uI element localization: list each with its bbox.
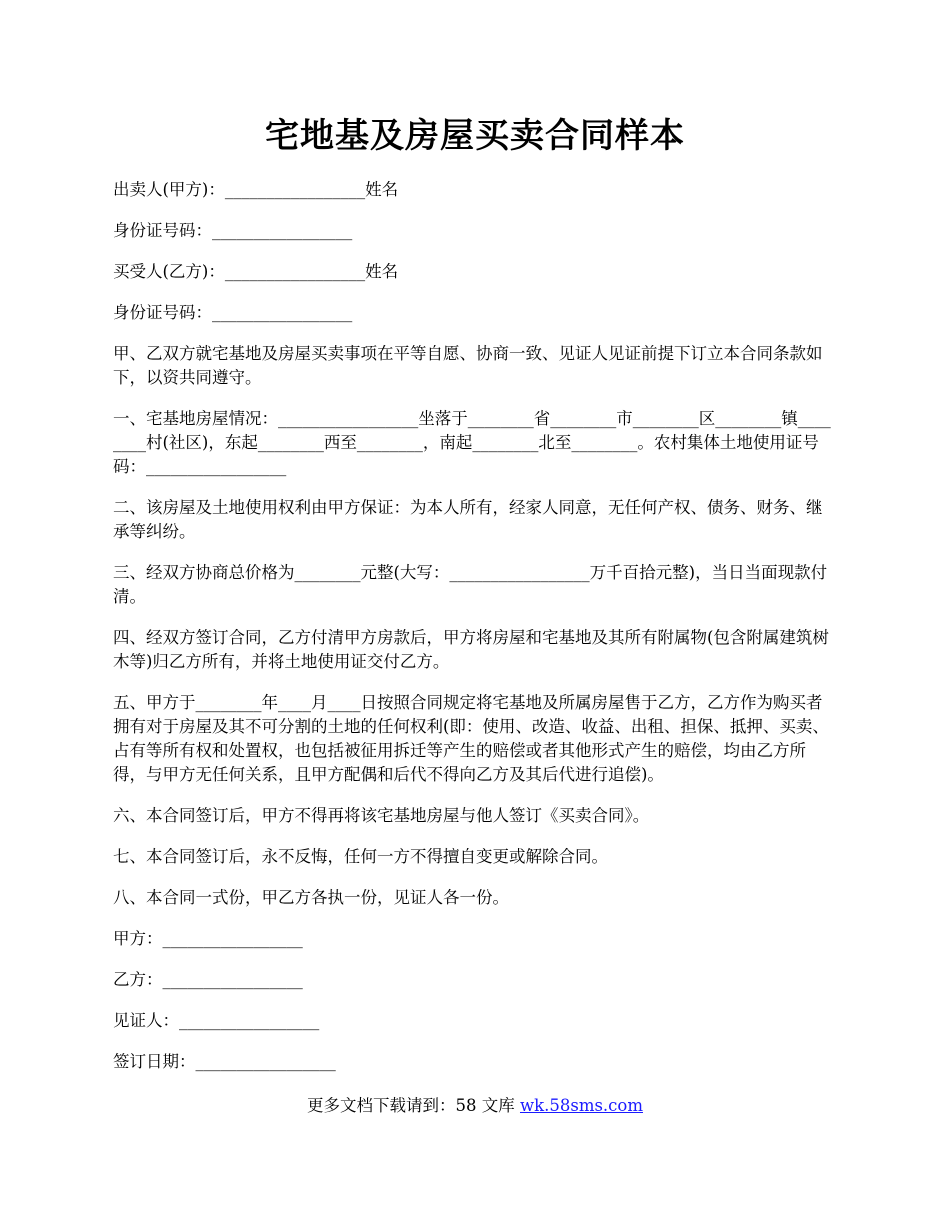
- clause-1: 一、宅基地房屋情况：_________________坐落于________省________市________区________镇________村(社区)，东起________西至________，南起________北至________。农村集体土地使用证号码：_________________: [113, 409, 831, 476]
- document-title: 宅地基及房屋买卖合同样本: [265, 116, 685, 156]
- clause-4: 四、经双方签订合同，乙方付清甲方房款后，甲方将房屋和宅基地及其所有附属物(包含附属建筑树木等)归乙方所有，并将土地使用证交付乙方。: [113, 628, 829, 671]
- footer-text: 更多文档下载请到：58 文库: [306, 1096, 520, 1115]
- witness-signature-line: 见证人：_________________: [113, 1011, 320, 1030]
- seller-id-line: 身份证号码：_________________: [113, 221, 353, 240]
- signing-date-line: 签订日期：_________________: [113, 1052, 336, 1071]
- clause-7: 七、本合同签订后，永不反悔，任何一方不得擅自变更或解除合同。: [113, 847, 608, 866]
- clause-2: 二、该房屋及土地使用权利由甲方保证：为本人所有，经家人同意，无任何产权、债务、财务、继承等纠纷。: [113, 498, 823, 541]
- clause-8: 八、本合同一式份，甲乙方各执一份，见证人各一份。: [113, 888, 509, 907]
- seller-line: 出卖人(甲方)：_________________姓名: [113, 180, 399, 199]
- party-a-signature-line: 甲方：_________________: [113, 929, 303, 948]
- clause-6: 六、本合同签订后，甲方不得再将该宅基地房屋与他人签订《买卖合同》。: [113, 806, 650, 825]
- buyer-line: 买受人(乙方)：_________________姓名: [113, 262, 399, 281]
- document-body: [113, 178, 838, 1091]
- clause-5: 五、甲方于________年____月____日按照合同规定将宅基地及所属房屋售于乙方，乙方作为购买者拥有对于房屋及其不可分割的土地的任何权利(即：使用、改造、收益、出租、担保、抵押、买卖、占有等所有权和处置权，也包括被征用拆迁等产生的赔偿或者其他形式产生的赔偿，均由乙方所得，与甲方无任何关系，且甲方配偶和后代不得向乙方及其后代进行追偿)。: [113, 693, 829, 784]
- buyer-id-line: 身份证号码：_________________: [113, 303, 353, 322]
- footer-link[interactable]: wk.58sms.com: [519, 1096, 643, 1115]
- preamble-paragraph: 甲、乙双方就宅基地及房屋买卖事项在平等自愿、协商一致、见证人见证前提下订立本合同条款如下，以资共同遵守。: [113, 344, 823, 387]
- clause-3: 三、经双方协商总价格为________元整(大写：_________________万千百拾元整)，当日当面现款付清。: [113, 563, 828, 606]
- party-b-signature-line: 乙方：_________________: [113, 970, 303, 989]
- footer: [0, 1094, 950, 1118]
